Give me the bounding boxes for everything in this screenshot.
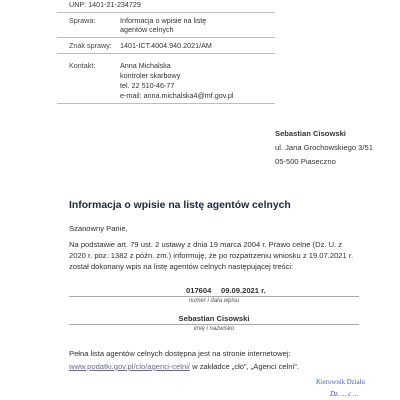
unp-number: UNP: 1401-21-234729	[69, 0, 141, 9]
contact-name: Anna Michalska	[120, 61, 171, 70]
recipient-city: 05-500 Piaseczno	[275, 157, 336, 166]
divider	[57, 37, 275, 38]
case-value-line2: agentów celnych	[120, 25, 174, 34]
case-value-line1: Informacja o wpisie na listę	[120, 16, 207, 25]
case-number-value: 1401-ICT.4004.940.2021/AM	[120, 41, 212, 50]
stamp-signature: Dz. ... c ...	[330, 390, 359, 398]
divider	[57, 12, 275, 13]
divider	[69, 296, 359, 297]
contact-phone: tel. 22 510-46-77	[120, 81, 175, 90]
case-number-label: Znak sprawy:	[69, 41, 112, 50]
footer-tab-text: w zakładce „cło”, „Agenci celni”.	[190, 362, 299, 371]
stamp-title: Kierownik Działu	[316, 379, 365, 386]
recipient-street: ul. Jana Grochowskiego 3/51	[275, 143, 373, 152]
footer-info-line: Pełna lista agentów celnych dostępna jest na stronie internetowej:	[69, 349, 291, 358]
agents-list-link[interactable]: www.podatki.gov.pl/clo/agenci-celni/	[69, 362, 190, 371]
document-title: Informacja o wpisie na listę agentów celnych	[69, 200, 291, 211]
entry-person-name: Sebastian Cisowski	[178, 314, 250, 323]
entry-number-date-label: numer i data wpisu	[188, 298, 240, 304]
contact-email[interactable]: e-mail: anna.michalska4@mf.gov.pl	[120, 91, 234, 100]
contact-role: kontroler skarbowy	[120, 71, 181, 80]
recipient-address	[275, 128, 373, 167]
entry-date: 09.09.2021 r.	[221, 286, 266, 295]
body-paragraph: Na podstawie art. 79 ust. 2 ustawy z dnia 19 marca 2004 r. Prawo celne (Dz. U. z 2020 r. poz. 1382 z późn. zm.) informuję, że po rozpatrzeniu wniosku z 19.07.2021 r. został dokonany wpis na listę agentów celnych następującej treści:	[69, 240, 354, 272]
entry-number: 017604	[186, 286, 212, 295]
entry-person-label: imię i nazwisko	[193, 326, 235, 332]
salutation: Szanowny Panie,	[69, 224, 128, 233]
divider	[57, 53, 275, 54]
divider	[57, 103, 275, 104]
contact-label: Kontakt:	[69, 61, 96, 70]
divider	[69, 324, 359, 325]
recipient-name: Sebastian Cisowski	[275, 129, 346, 138]
footer-link-line	[69, 361, 299, 372]
case-label: Sprawa:	[69, 16, 96, 25]
